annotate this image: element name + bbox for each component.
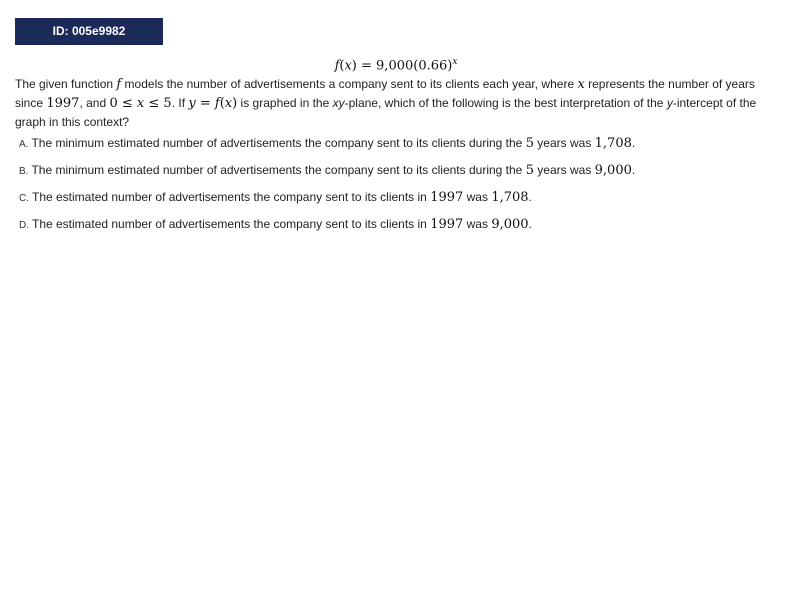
function-formula: $f(x) = 9,000(0.66)^x$ (334, 57, 458, 74)
formula-argument: x (344, 58, 352, 74)
answer-option-c[interactable]: C. The estimated number of advertisements the company sent to its clients in 1997 was 1,708. (19, 190, 532, 205)
formula-body: = 9,000(0.66) (361, 58, 453, 74)
formula-function-name: f (334, 58, 340, 74)
option-letter: C. (19, 193, 29, 204)
answer-option-b[interactable]: B. The minimum estimated number of advertisements the company sent to its clients during the 5 years was 9,000. (19, 163, 636, 178)
question-id-badge: ID: 005e9982 (15, 18, 163, 45)
option-letter: D. (19, 220, 29, 231)
question-text: The given function f models the number of advertisements a company sent to its clients each year, where x represents the number of years since 1997, and 0 ≤ x ≤ 5. If y = f(x) is graphed in the xy-plane, which of the following is the best interpretation of the y-intercept of the graph in this context? (15, 77, 757, 129)
answer-option-d[interactable]: D. The estimated number of advertisements the company sent to its clients in 1997 was 9,000. (19, 217, 532, 232)
answer-option-a[interactable]: A. The minimum estimated number of advertisements the company sent to its clients during the 5 years was 1,708. (19, 136, 636, 151)
option-letter: A. (19, 139, 29, 150)
option-letter: B. (19, 166, 29, 177)
formula-exponent: x (452, 57, 458, 67)
answer-options (19, 134, 759, 242)
